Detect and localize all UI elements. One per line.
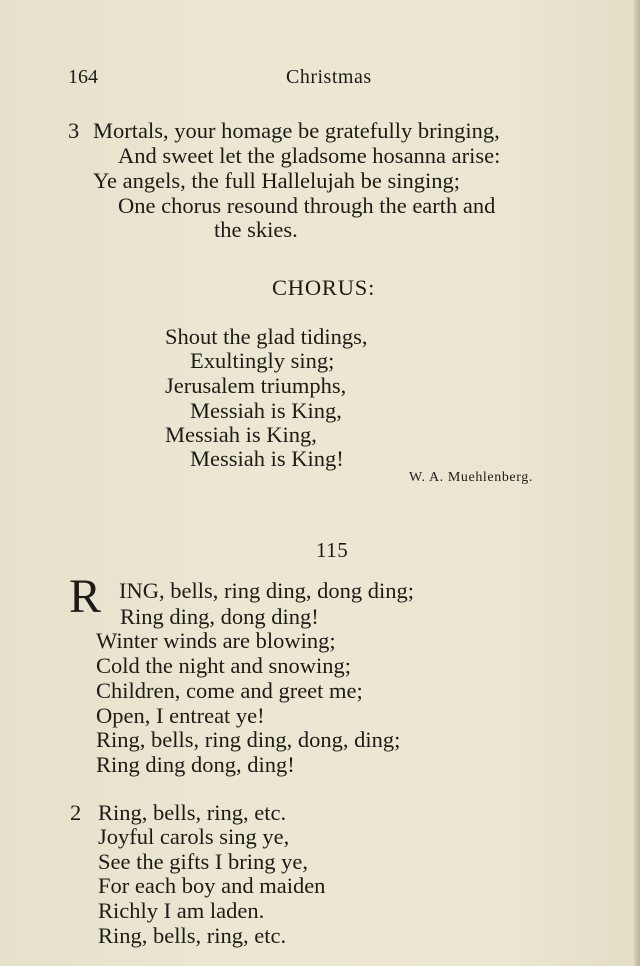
chorus-line: Messiah is King, <box>190 398 342 423</box>
author-attribution: W. A. Muehlenberg. <box>409 470 533 485</box>
chorus-line: Messiah is King! <box>190 446 344 471</box>
page-number: 164 <box>68 66 98 88</box>
verse-line: Open, I entreat ye! <box>96 703 265 728</box>
verse-line: Children, come and greet me; <box>96 678 363 703</box>
verse-line: Richly I am laden. <box>98 898 265 923</box>
hymn-number: 115 <box>316 538 349 562</box>
verse-line: Winter winds are blowing; <box>96 628 336 653</box>
chorus-heading: CHORUS: <box>272 275 376 300</box>
verse-line: Ye angels, the full Hallelujah be singing; <box>93 168 461 193</box>
verse-line: See the gifts I bring ye, <box>98 849 308 874</box>
verse-line: Ring ding dong, ding! <box>96 752 295 777</box>
drop-cap: R <box>69 570 102 623</box>
verse-line: Joyful carols sing ye, <box>98 824 290 849</box>
verse-line: ING, bells, ring ding, dong ding; <box>119 578 414 603</box>
chorus-line: Shout the glad tidings, <box>165 324 368 349</box>
verse-line: Ring, bells, ring ding, dong, ding; <box>96 727 401 752</box>
verse-line: Ring, bells, ring, etc. <box>98 800 287 825</box>
chorus-line: Messiah is King, <box>165 422 317 447</box>
verse-line: Ring, bells, ring, etc. <box>98 923 287 948</box>
verse-line: Ring ding, dong ding! <box>120 604 319 629</box>
chorus-line: Exultingly sing; <box>190 348 335 373</box>
chorus-line: Jerusalem triumphs, <box>165 373 347 398</box>
verse-line: One chorus resound through the earth and <box>118 193 496 218</box>
verse-line: For each boy and maiden <box>98 873 326 898</box>
verse-line: Cold the night and snowing; <box>96 653 351 678</box>
running-title: Christmas <box>286 66 372 88</box>
page-spine-shadow <box>634 0 640 966</box>
verse-line: the skies. <box>214 217 298 242</box>
verse-line: Mortals, your homage be gratefully bringing, <box>93 118 500 143</box>
verse-line: And sweet let the gladsome hosanna arise: <box>118 143 501 168</box>
verse-number: 2 <box>70 800 82 825</box>
verse-number: 3 <box>68 118 80 143</box>
